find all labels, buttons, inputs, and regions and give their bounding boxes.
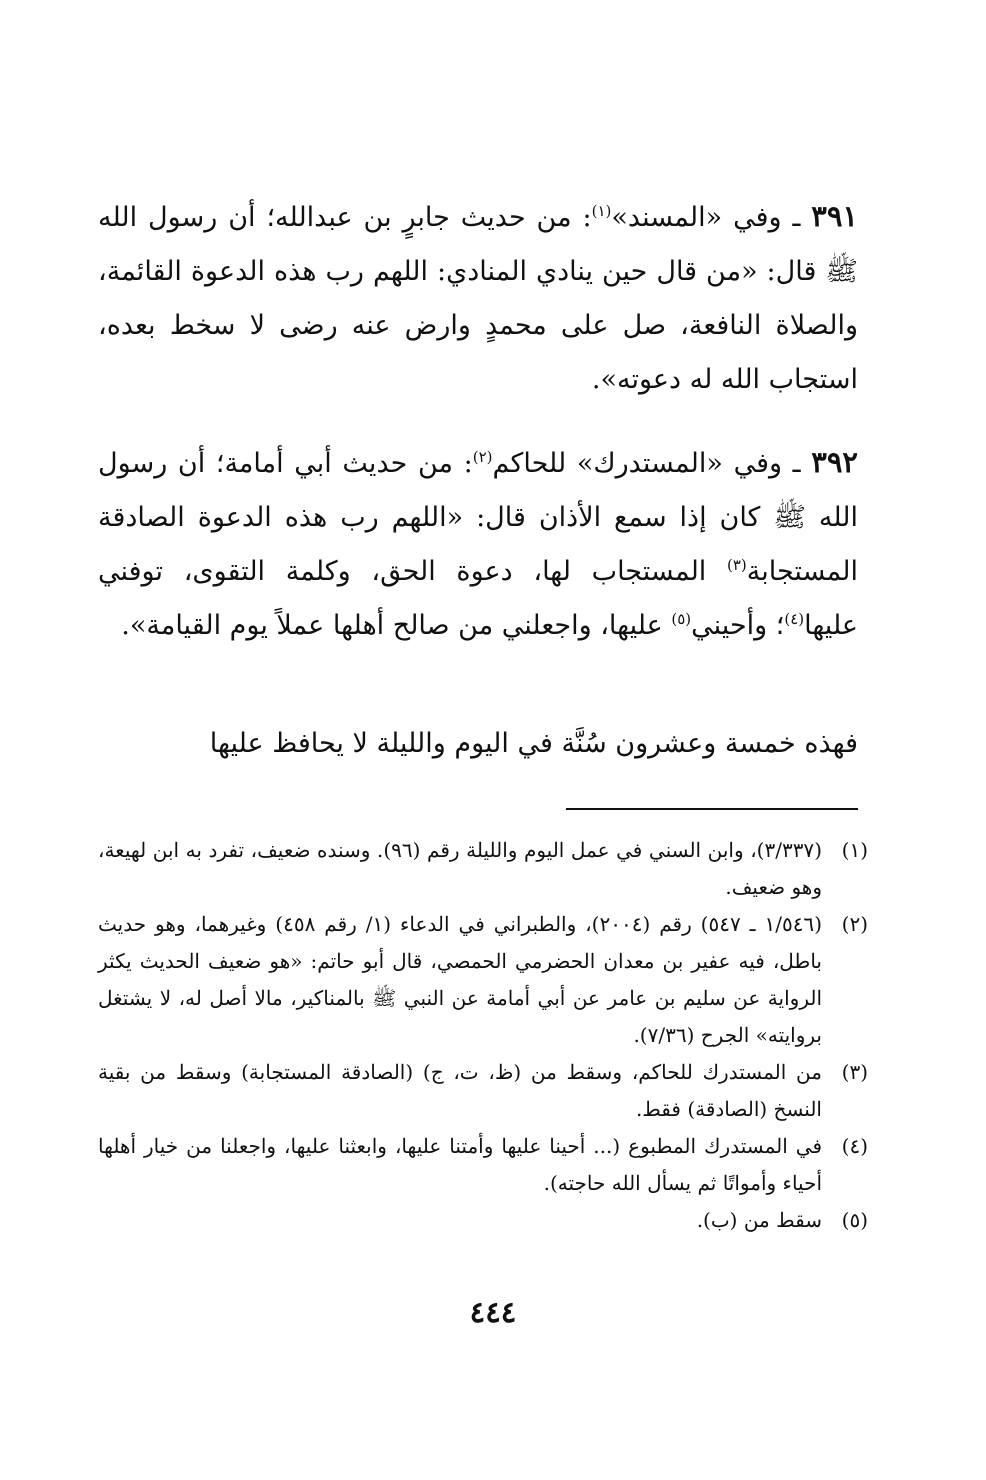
footnote-reference: (٥) <box>671 610 692 628</box>
paragraph-text: : من حديث جابرٍ بن عبدالله؛ أن رسول الله ﷺ قال: «من قال حين ينادي المنادي: اللهم رب هذه الدعوة القائمة، والصلاة النافعة، صل على محمدٍ وارض عنه رضى لا سخط بعده، استجاب الله له دعوته». <box>98 202 858 395</box>
paragraph-text: : من حديث أبي أمامة؛ أن رسول الله ﷺ كان إذا سمع الأذان قال: «اللهم رب هذه الدعوة الصادقة المستجابة <box>98 448 858 587</box>
footnote-text: من المستدرك للحاكم، وسقط من (ظ، ت، ج) (الصادقة المستجابة) وسقط من بقية النسخ (الصادقة) فقط. <box>98 1060 822 1121</box>
footnote-item <box>98 1128 868 1202</box>
footnote-number: (١) <box>841 838 868 862</box>
footnote-reference: (٣) <box>727 556 747 574</box>
paragraph-text: ـ وفي «المسند» <box>611 202 812 233</box>
closing-line: فهذه خمسة وعشرون سُنَّة في اليوم والليلة لا يحافظ عليها <box>209 728 858 759</box>
paragraph-text: عليها، واجعلني من صالح أهلها عملاً يوم القيامة». <box>121 610 672 641</box>
hadith-number: ٣٩١ <box>811 199 858 233</box>
hadith-number: ٣٩٢ <box>811 445 858 479</box>
footnote-text: (٣/٣٣٧)، وابن السني في عمل اليوم والليلة رقم (٩٦). وسنده ضعيف، تفرد به ابن لهيعة، وهو ضعيف. <box>98 838 822 899</box>
footnote-text: في المستدرك المطبوع (... أحينا عليها وأمتنا عليها، وابعثنا عليها، واجعلنا من خيار أهلها أحياء وأمواتًا ثم يسأل الله حاجته). <box>98 1134 822 1195</box>
footnote-text: (١/٥٤٦ ـ ٥٤٧) رقم (٢٠٠٤)، والطبراني في الدعاء (١/ رقم ٤٥٨) وغيرهما، وهو حديث باطل، فيه عفير بن معدان الحضرمي الحمصي، قال أبو حاتم: «هو ضعيف الحديث يكثر الرواية عن سليم بن عامر عن أبي أمامة عن النبي ﷺ بالمناكير، مالا أصل له، لا يشتغل بروايته» الجرح (٧/٣٦). <box>98 912 822 1047</box>
footnote-number: (٤) <box>841 1134 868 1158</box>
footnote-item <box>98 832 868 906</box>
paragraph-text: المستجاب لها، دعوة الحق، وكلمة التقوى، توفني عليها <box>98 556 858 641</box>
footnote-separator <box>566 808 858 810</box>
footnote-number: (٥) <box>841 1208 868 1232</box>
paragraph-text: ـ وفي «المستدرك» للحاكم <box>492 448 812 479</box>
hadith-paragraph-391 <box>98 189 858 407</box>
footnote-item <box>98 1202 868 1239</box>
page-number: ٤٤٤ <box>469 1295 517 1329</box>
paragraph-text: ؛ وأحيني <box>691 610 785 641</box>
hadith-paragraph-392 <box>98 435 858 653</box>
footnote-number: (٣) <box>841 1060 868 1084</box>
footnote-item <box>98 906 868 1054</box>
footnote-reference: (١) <box>591 202 612 220</box>
footnote-item <box>98 1054 868 1128</box>
footnotes <box>98 832 868 1239</box>
footnote-number: (٢) <box>841 912 868 936</box>
footnote-reference: (٤) <box>784 610 805 628</box>
footnote-text: سقط من (ب). <box>696 1208 822 1232</box>
footnote-reference: (٢) <box>472 448 493 466</box>
